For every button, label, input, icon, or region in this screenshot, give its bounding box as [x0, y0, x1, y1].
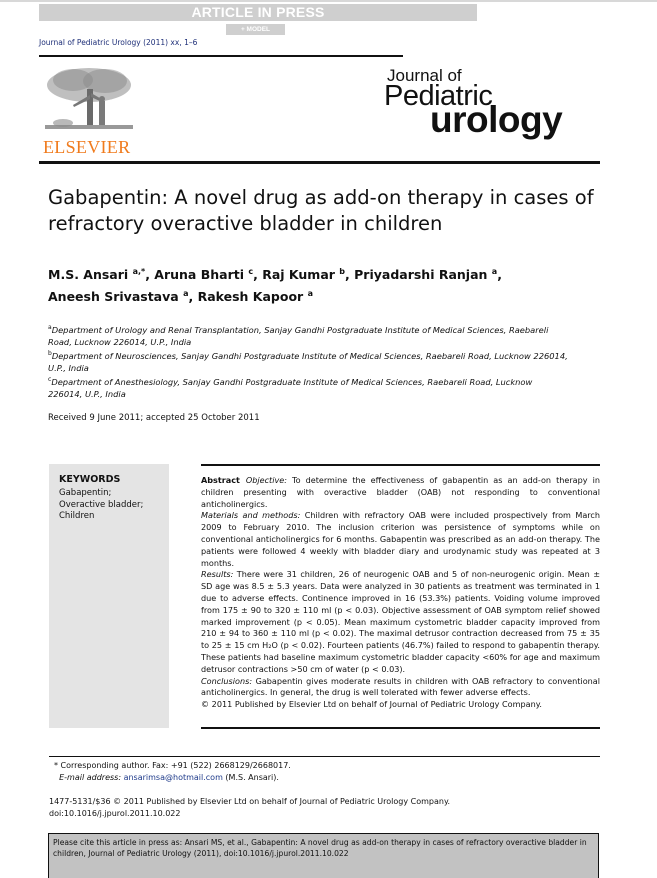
model-badge: + MODEL: [226, 24, 285, 35]
elsevier-tree-logo-icon: [43, 65, 135, 135]
doi-link[interactable]: doi:10.1016/j.jpurol.2011.10.022: [49, 809, 181, 818]
author: Raj Kumar $^b$,: [262, 267, 355, 283]
affiliation-a: $^a$Department of Urology and Renal Transplantation, Sanjay Gandhi Postgraduate Institute of Medical Sciences, Raebareli Road, Lucknow 226014, U.P., India: [48, 324, 549, 347]
keyword: Gabapentin;: [59, 488, 112, 498]
abstract-bottom-rule: [201, 727, 600, 729]
abstract-conclusions: Conclusions: Gabapentin gives moderate results in children with OAB refractory to conventional anticholinergics. In general, the drug is well tolerated with fewer adverse effects.: [201, 675, 601, 698]
author: Rakesh Kapoor $^a$: [197, 289, 313, 305]
author: Priyadarshi Ranjan $^a$,: [354, 267, 502, 283]
corresponding-author-footnote: * Corresponding author. Fax: +91 (522) 2668129/2668017. E-mail address: ansarimsa@hotmail.com (M.S. Ansari).: [54, 761, 291, 782]
email-link[interactable]: ansarimsa@hotmail.com: [123, 772, 223, 782]
keywords-heading: KEYWORDS: [59, 474, 121, 485]
issn-copyright: 1477-5131/$36 © 2011 Published by Elsevier Ltd on behalf of Journal of Pediatric Urology Company. doi:10.1016/j.jpurol.2011.10.022: [49, 797, 451, 818]
abstract-methods: Materials and methods: Children with refractory OAB were included prospectively from March 2009 to February 2010. The inclusion criterion was persistence of symptoms while on conventional anticholinergics for 6 months. Gabapentin was prescribed as an add-on therapy. The patients were followed 4 weekly with bladder diary and urodynamic study was repeated at 3 months.: [201, 510, 601, 568]
journal-logo-line1: Journal of: [387, 66, 462, 85]
header-top-rule: [39, 55, 403, 57]
abstract-top-rule: [201, 464, 600, 466]
journal-logo-line3: urology: [430, 99, 563, 140]
journal-reference: Journal of Pediatric Urology (2011) xx, 1–6: [39, 38, 198, 47]
article-title: Gabapentin: A novel drug as add-on therapy in cases of refractory overactive bladder in children: [48, 186, 594, 235]
citation-box: Please cite this article in press as: Ansari MS, et al., Gabapentin: A novel drug as add-on therapy in cases of refractory overactive bladder in children, Journal of Pediatric Urology (2011), doi:10.1016/j.jpurol.2011.10.022: [48, 833, 599, 878]
affiliation-c: $^c$Department of Anesthesiology, Sanjay Gandhi Postgraduate Institute of Medical Sciences, Raebareli Road, Lucknow 226014, U.P., India: [48, 376, 533, 400]
keywords-box: [49, 464, 169, 728]
affiliation-b: $^b$Department of Neurosciences, Sanjay Gandhi Postgraduate Institute of Medical Sciences, Raebareli Road, Lucknow 226014, U.P., India: [48, 350, 568, 374]
author: M.S. Ansari $^{a,*}$,: [48, 267, 155, 283]
received-dates: Received 9 June 2011; accepted 25 October 2011: [48, 413, 260, 423]
author-list: [48, 262, 588, 306]
affiliations: [48, 322, 568, 401]
article-in-press-banner: ARTICLE IN PRESS: [39, 4, 477, 21]
publisher-logo-text: ELSEVIER: [43, 137, 131, 157]
keywords-list: [59, 488, 143, 523]
top-strip: [0, 0, 657, 2]
abstract-objective: Abstract Objective: To determine the effectiveness of gabapentin as an add-on therapy in children presenting with overactive bladder (OAB) not responding to conventional anticholinergics.: [201, 475, 600, 509]
abstract-label: Abstract: [201, 475, 240, 485]
abstract: [201, 475, 600, 711]
author: Aneesh Srivastava $^a$,: [48, 289, 198, 305]
header-bottom-rule: [39, 161, 600, 164]
journal-logo-line2: Pediatric: [384, 80, 493, 112]
footnote-rule: [49, 756, 600, 757]
keyword: Overactive bladder;: [59, 499, 144, 510]
abstract-results: Results: There were 31 children, 26 of neurogenic OAB and 5 of non-neurogenic origin. Mean ± SD age was 8.5 ± 5.3 years. Data were analyzed in 30 patients as treatment was terminated in 1 due to adverse effects. Continence improved in 16 (53.3%) patients. Voiding volume improved from 175 ± 90 to 320 ± 110 ml (p < 0.03). Objective assessment of OAB symptom relief showed marked improvement (p < 0.05). Mean maximum cystometric bladder capacity improved from 210 ± 94 to 360 ± 110 ml (p < 0.02). The maximal detrusor contraction decreased from 75 ± 35 to 25 ± 15 cm H₂O (p < 0.02). Fourteen patients (46.7%) failed to respond to gabapentin therapy. These patients had baseline maximum cystometric bladder capacity <60% for age and maximum detrusor contractions >50 cm of water (p < 0.03).: [201, 569, 600, 674]
keyword: Children: [59, 511, 95, 521]
author: Aruna Bharti $^c$,: [154, 267, 263, 283]
abstract-copyright: © 2011 Published by Elsevier Ltd on behalf of Journal of Pediatric Urology Company.: [201, 699, 542, 710]
